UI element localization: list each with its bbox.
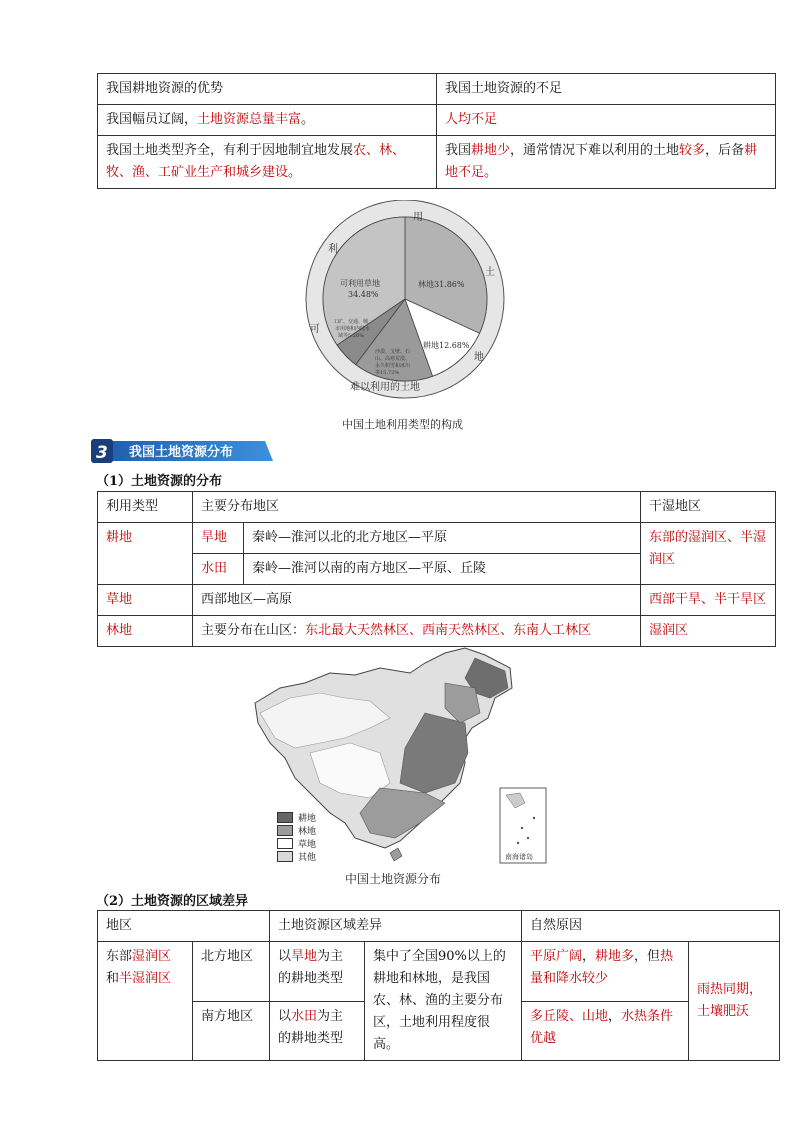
advantages-table	[97, 73, 776, 189]
subtype-dry-land: 旱地	[193, 523, 244, 554]
section-title: 我国土地资源分布	[129, 445, 234, 460]
south-natural-reason: 多丘陵、山地，水热条件优越	[522, 1001, 689, 1061]
distribution-table	[97, 491, 776, 647]
shortcomings-header: 我国土地资源的不足	[437, 74, 776, 105]
regional-difference-table	[97, 910, 780, 1061]
forest-region: 主要分布在山区：东北最大天然林区、西南天然林区、东南人工林区	[193, 616, 641, 647]
land-use-pie-chart	[300, 200, 510, 400]
label-arable: 耕地12.68%	[423, 341, 470, 350]
label-grass-1: 可利用草地	[340, 279, 380, 288]
map-caption: 中国土地资源分布	[345, 872, 442, 886]
label-forest: 林地31.86%	[418, 280, 465, 289]
label-desert-2: 山、高寒荒漠、	[375, 356, 411, 362]
col-header-zone: 干湿地区	[641, 492, 776, 523]
label-desert-4: 等15.72%	[375, 370, 400, 376]
type-forest: 林地	[98, 616, 193, 647]
section-number: 3	[96, 443, 108, 463]
north-land-type: 以旱地为主的耕地类型	[270, 942, 365, 1002]
inset-label: 南海诸岛	[505, 853, 533, 861]
advantage-cell-2: 我国土地类型齐全，有利于因地制宜地发展农、林、牧、渔、工矿业生产和城乡建设。	[98, 136, 437, 189]
north-natural-reason: 平原广阔，耕地多，但热量和降水较少	[522, 942, 689, 1002]
south-region: 南方地区	[193, 1001, 270, 1061]
subtype-paddy: 水田	[193, 554, 244, 585]
col-header-difference: 土地资源区域差异	[270, 911, 522, 942]
label-industrial-2: 市用地和内陆水	[335, 326, 371, 332]
east-region: 东部湿润区和半湿润区	[98, 942, 193, 1061]
grass-zone: 西部干旱、半干旱区	[641, 585, 776, 616]
legend-grass: 草地	[277, 837, 316, 850]
dry-land-region: 秦岭—淮河以北的北方地区—平原	[244, 523, 641, 554]
legend-arable: 耕地	[277, 811, 316, 824]
type-arable: 耕地	[98, 523, 193, 585]
legend-forest: 林地	[277, 824, 316, 837]
shortcoming-cell-2: 我国耕地少，通常情况下难以利用的土地较多，后备耕地不足。	[437, 136, 776, 189]
ring-label-bottom-right: 地	[474, 352, 484, 363]
label-industrial-1: 工矿、交通、城	[333, 319, 369, 325]
col-header-region: 地区	[98, 911, 270, 942]
type-grass: 草地	[98, 585, 193, 616]
south-sea-inset	[500, 788, 546, 863]
east-common-feature: 集中了全国90%以上的耕地和林地，是我国农、林、渔的主要分布区，土地利用程度很高。	[365, 942, 522, 1061]
advantage-cell-1: 我国幅员辽阔，土地资源总量丰富。	[98, 105, 437, 136]
label-desert-3: 永久积雪和冰川	[375, 363, 411, 369]
north-region: 北方地区	[193, 942, 270, 1002]
advantages-header: 我国耕地资源的优势	[98, 74, 437, 105]
label-industrial-3: 域等5.26%	[338, 333, 364, 339]
map-legend	[277, 811, 316, 863]
legend-other: 其他	[277, 850, 316, 863]
subheading-regional: （2）土地资源的区域差异	[96, 894, 249, 909]
ring-label-left-top: 利	[328, 244, 338, 255]
col-header-type: 利用类型	[98, 492, 193, 523]
grass-region: 西部地区—高原	[193, 585, 641, 616]
label-grass-2: 34.48%	[348, 290, 379, 299]
ring-label-left-bottom: 可	[310, 324, 320, 335]
col-header-reason: 自然原因	[522, 911, 780, 942]
section-banner	[89, 438, 273, 464]
pie-caption: 中国土地利用类型的构成	[342, 418, 463, 431]
ring-label-bottom: 难以利用的土地	[350, 382, 420, 393]
col-header-region: 主要分布地区	[193, 492, 641, 523]
ring-label-right: 土	[485, 267, 495, 278]
shortcoming-cell-1: 人均不足	[437, 105, 776, 136]
ring-label-top: 用	[413, 212, 423, 223]
subheading-distribution: （1）土地资源的分布	[96, 474, 223, 489]
arable-zone: 东部的湿润区、半湿润区	[641, 523, 776, 585]
south-land-type: 以水田为主的耕地类型	[270, 1001, 365, 1061]
label-desert-1: 沙漠、戈壁、石	[375, 349, 411, 355]
paddy-region: 秦岭—淮河以南的南方地区—平原、丘陵	[244, 554, 641, 585]
forest-zone: 湿润区	[641, 616, 776, 647]
shared-natural-reason: 雨热同期，土壤肥沃	[689, 942, 780, 1061]
